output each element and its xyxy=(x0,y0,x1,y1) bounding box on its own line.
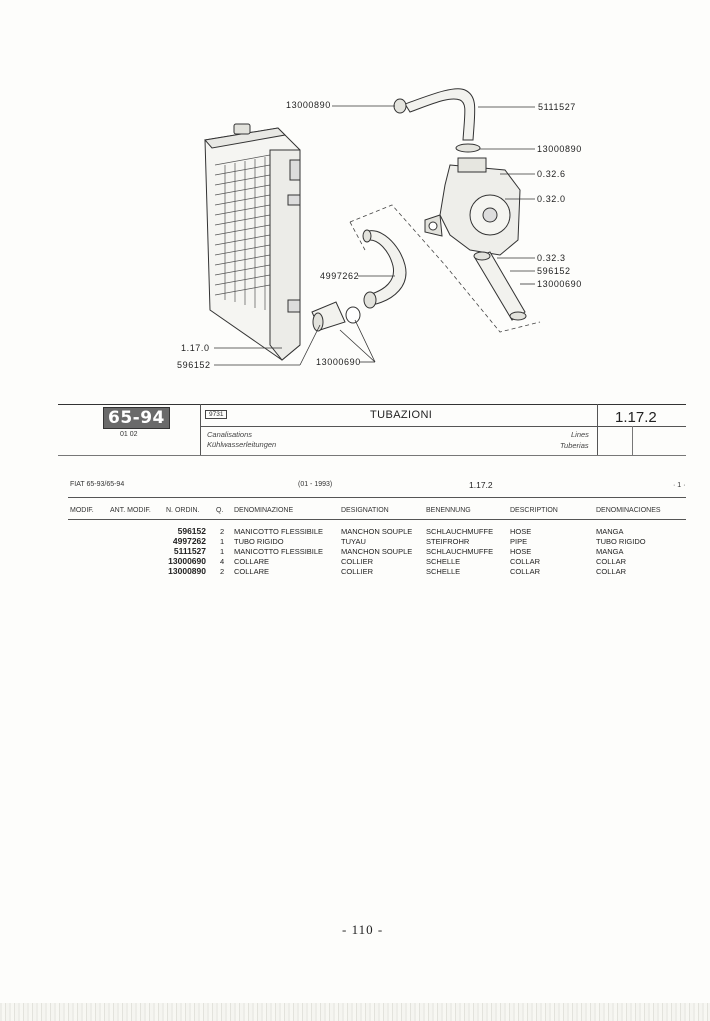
callout-0-32-3: 0.32.3 xyxy=(537,253,566,263)
subtitle-en: Lines xyxy=(571,430,589,439)
header-divider-left xyxy=(200,404,201,455)
small-box-code: 9731 xyxy=(205,410,227,419)
callout-13000690-bottom: 13000690 xyxy=(316,357,361,367)
row-qty: 4 xyxy=(220,557,225,566)
model-sub: 01 02 xyxy=(120,431,138,438)
row-es: MANGA xyxy=(596,547,624,556)
table-date: (01 - 1993) xyxy=(298,481,333,488)
row-it: MANICOTTO FLESSIBILE xyxy=(234,527,324,536)
row-fr: COLLIER xyxy=(341,567,374,576)
header-divider-right xyxy=(597,404,598,455)
row-fr: COLLIER xyxy=(341,557,374,566)
row-code: 596152 xyxy=(177,526,206,536)
row-code: 13000890 xyxy=(168,566,206,576)
table-page-marker: · 1 · xyxy=(673,482,686,489)
radiator-drawing xyxy=(205,124,300,360)
header-divider-right2 xyxy=(632,426,633,455)
section-title: TUBAZIONI xyxy=(370,409,433,421)
row-it: MANICOTTO FLESSIBILE xyxy=(234,547,324,556)
row-en: COLLAR xyxy=(510,567,541,576)
callout-596152-right: 596152 xyxy=(537,266,571,276)
table-header-rule xyxy=(68,519,686,520)
subtitle-es: Tuberias xyxy=(560,441,589,450)
row-code: 13000690 xyxy=(168,556,206,566)
model-logo: 65-94 xyxy=(103,407,170,429)
row-en: HOSE xyxy=(510,547,532,556)
section-code: 1.17.2 xyxy=(615,409,657,426)
row-en: PIPE xyxy=(510,537,528,546)
row-es: COLLAR xyxy=(596,557,627,566)
col-denominaciones: DENOMINACIONES xyxy=(596,507,661,514)
row-fr: MANCHON SOUPLE xyxy=(341,547,413,556)
water-pump-drawing xyxy=(425,158,520,255)
row-de: SCHELLE xyxy=(426,557,461,566)
col-ant-modif: ANT. MODIF. xyxy=(110,507,151,514)
table-top-rule xyxy=(68,497,686,498)
rigid-pipe-drawing xyxy=(363,230,406,308)
callout-5111527: 5111527 xyxy=(538,102,576,112)
col-n-ordin: N. ORDIN. xyxy=(166,507,200,514)
row-code: 5111527 xyxy=(173,546,206,556)
row-es: MANGA xyxy=(596,527,624,536)
header-top-rule xyxy=(58,404,686,405)
header-mid-rule xyxy=(200,426,686,427)
row-es: COLLAR xyxy=(596,567,627,576)
subtitle-de: Kühlwasserleitungen xyxy=(207,440,277,449)
row-qty: 1 xyxy=(220,547,225,556)
table-model: FIAT 65-93/65-94 xyxy=(70,481,125,488)
row-qty: 1 xyxy=(220,537,225,546)
row-de: SCHLAUCHMUFFE xyxy=(426,547,494,556)
row-fr: MANCHON SOUPLE xyxy=(341,527,413,536)
row-it: COLLARE xyxy=(234,557,270,566)
callout-1-17-0: 1.17.0 xyxy=(181,343,210,353)
col-description: DESCRIPTION xyxy=(510,507,558,514)
callout-13000690-right: 13000690 xyxy=(537,279,582,289)
callout-0-32-6: 0.32.6 xyxy=(537,169,566,179)
callout-13000890-mid: 13000890 xyxy=(537,144,582,154)
callout-0-32-0: 0.32.0 xyxy=(537,194,566,204)
row-es: TUBO RIGIDO xyxy=(596,537,646,546)
subtitle-fr: Canalisations xyxy=(207,430,253,439)
row-en: COLLAR xyxy=(510,557,541,566)
row-de: SCHLAUCHMUFFE xyxy=(426,527,494,536)
row-it: COLLARE xyxy=(234,567,270,576)
col-benennung: BENENNUNG xyxy=(426,507,471,514)
col-denominazione: DENOMINAZIONE xyxy=(234,507,294,514)
col-designation: DESIGNATION xyxy=(341,507,389,514)
row-de: SCHELLE xyxy=(426,567,461,576)
row-fr: TUYAU xyxy=(341,537,366,546)
callout-13000890-top: 13000890 xyxy=(286,100,331,110)
parts-diagram xyxy=(0,0,710,400)
table-section: 1.17.2 xyxy=(469,480,493,490)
row-code: 4997262 xyxy=(172,536,206,546)
col-qty: Q. xyxy=(216,507,224,514)
scan-edge-strip xyxy=(0,1003,710,1021)
row-qty: 2 xyxy=(220,527,225,536)
upper-hose-drawing xyxy=(394,89,480,152)
page-number: - 110 - xyxy=(342,922,384,937)
row-qty: 2 xyxy=(220,567,225,576)
header-bottom-rule xyxy=(58,455,686,456)
callout-4997262: 4997262 xyxy=(320,271,360,281)
col-modif: MODIF. xyxy=(70,507,94,514)
row-de: STEIFROHR xyxy=(426,537,470,546)
row-it: TUBO RIGIDO xyxy=(234,537,284,546)
row-en: HOSE xyxy=(510,527,532,536)
callout-596152-left: 596152 xyxy=(177,360,211,370)
